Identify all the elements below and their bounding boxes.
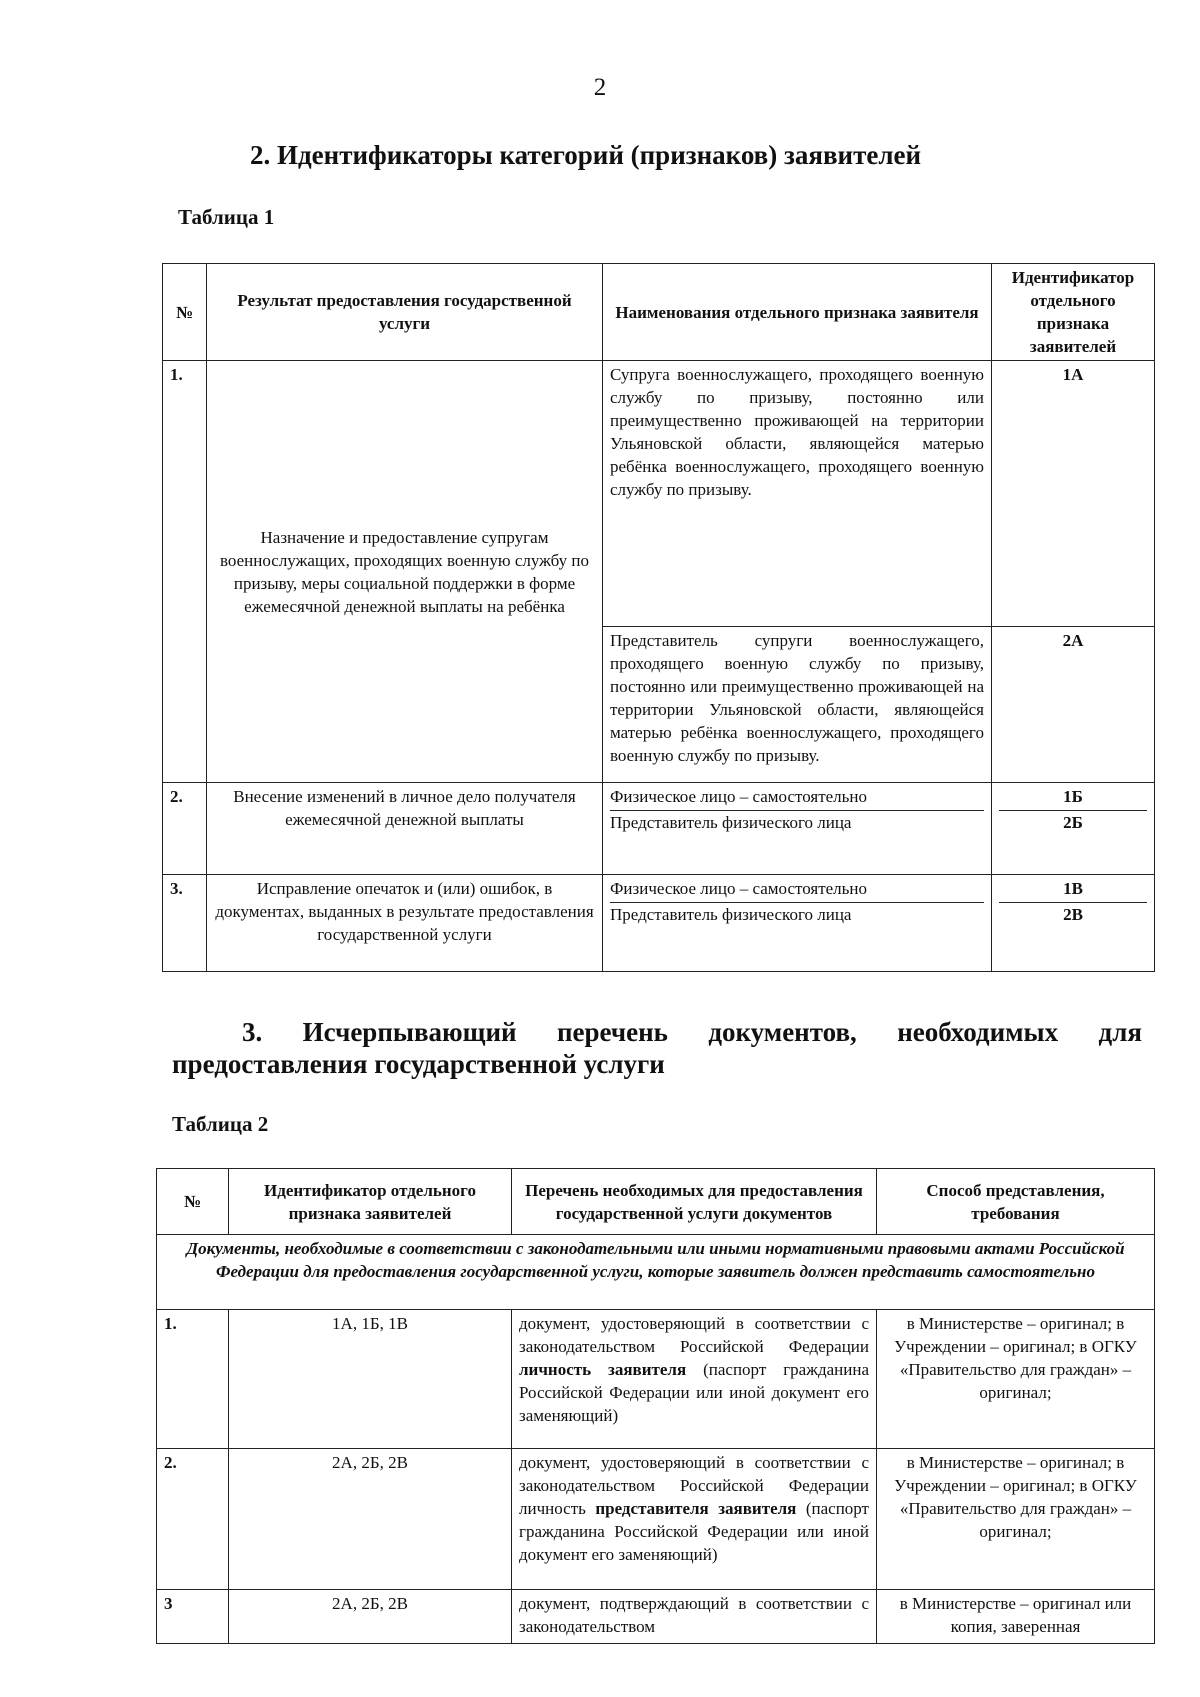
row-method: в Министерстве – оригинал; в Учреждении – оригинал; в ОГКУ «Правительство для граждан» – оригинал;: [877, 1310, 1155, 1449]
table-row: [157, 1310, 1155, 1449]
row-document: [512, 1310, 877, 1449]
section-3-number: 3.: [242, 1017, 263, 1047]
header-result: Результат предоставления государственной услуги: [207, 264, 603, 361]
table-header-row: [163, 264, 1155, 361]
header-method: Способ представления, требования: [877, 1169, 1155, 1235]
feature-id: 2В: [1063, 905, 1083, 924]
title-word: документов,: [708, 1017, 857, 1047]
group-title-row: [157, 1235, 1155, 1310]
document-text: документ, удостоверяющий в соответствии с законодательством Российской Федерации: [519, 1314, 869, 1356]
feature-names: [603, 875, 992, 972]
header-identifier: Идентификатор отдельного признака заявителей: [229, 1169, 512, 1235]
feature-name: Представитель физического лица: [610, 905, 852, 924]
table-row: [163, 361, 1155, 627]
document-text: (паспорт гражданина Российской Федерации или иной документ его заменяющий): [519, 1360, 869, 1425]
feature-id: 1В: [999, 877, 1147, 903]
header-num: №: [163, 264, 207, 361]
header-documents: Перечень необходимых для предоставления государственной услуги документов: [512, 1169, 877, 1235]
document-text: документ, подтверждающий в соответствии с законодательством: [519, 1594, 869, 1636]
row-number: 1.: [163, 361, 207, 783]
row-document: [512, 1449, 877, 1590]
documents-table: [156, 1168, 1155, 1644]
section-2-title: 2. Идентификаторы категорий (признаков) заявителей: [250, 140, 922, 170]
feature-name: Физическое лицо – самостоятельно: [610, 877, 984, 903]
header-feature-name: Наименования отдельного признака заявителя: [603, 264, 992, 361]
section-3-title: [172, 1016, 1142, 1080]
header-identifier: Идентификатор отдельного признака заявителей: [992, 264, 1155, 361]
row-number: 2.: [157, 1449, 229, 1590]
title-word: Исчерпывающий: [302, 1017, 517, 1047]
row-identifiers: 2А, 2Б, 2В: [229, 1449, 512, 1590]
table-2-caption: Таблица 2: [172, 1112, 269, 1136]
feature-name: Супруга военнослужащего, проходящего военную службу по призыву, постоянно или преимущественно проживающей на территории Ульяновской области, являющейся матерью ребёнка военнослужащего, проходящего военную службу по призыву.: [603, 361, 992, 627]
feature-id: 1А: [992, 361, 1155, 627]
table-1-caption: Таблица 1: [178, 205, 275, 229]
row-number: 3.: [163, 875, 207, 972]
row-number: 2.: [163, 783, 207, 875]
table-row: [157, 1590, 1155, 1644]
feature-names: [603, 783, 992, 875]
feature-ids: [992, 875, 1155, 972]
feature-name: Представитель супруги военнослужащего, проходящего военную службу по призыву, постоянно или преимущественно проживающей на территории Ульяновской области, являющейся матерью ребёнка военнослужащего, проходящего военную службу по призыву.: [603, 627, 992, 783]
row-identifiers: 2А, 2Б, 2В: [229, 1590, 512, 1644]
title-word: для: [1098, 1017, 1142, 1047]
identifiers-table: [162, 263, 1155, 972]
row-result: Внесение изменений в личное дело получателя ежемесячной денежной выплаты: [207, 783, 603, 875]
row-method: в Министерстве – оригинал; в Учреждении – оригинал; в ОГКУ «Правительство для граждан» – оригинал;: [877, 1449, 1155, 1590]
row-document: [512, 1590, 877, 1644]
row-method: в Министерстве – оригинал или копия, заверенная: [877, 1590, 1155, 1644]
row-number: 3: [157, 1590, 229, 1644]
table-row: [163, 783, 1155, 875]
row-result: Назначение и предоставление супругам военнослужащих, проходящих военную службу по призыву, меры социальной поддержки в форме ежемесячной денежной выплаты на ребёнка: [207, 361, 603, 783]
document-emphasis: представителя заявителя: [595, 1499, 797, 1518]
row-identifiers: 1А, 1Б, 1В: [229, 1310, 512, 1449]
section-3-title-line1: [172, 1016, 1142, 1048]
feature-ids: [992, 783, 1155, 875]
row-result: Исправление опечаток и (или) ошибок, в документах, выданных в результате предоставления государственной услуги: [207, 875, 603, 972]
document-text: документ, удостоверяющий в соответствии с законодательством Российской Федерации личность: [519, 1453, 869, 1518]
feature-name: Физическое лицо – самостоятельно: [610, 785, 984, 811]
feature-id: 2Б: [1063, 813, 1083, 832]
group-title: Документы, необходимые в соответствии с законодательными или иными нормативными правовыми актами Российской Федерации для предоставления государственной услуги, которые заявитель должен представить самостоятельно: [157, 1235, 1155, 1310]
table-header-row: [157, 1169, 1155, 1235]
feature-id: 2А: [992, 627, 1155, 783]
title-word: необходимых: [897, 1017, 1059, 1047]
document-text: (паспорт гражданина Российской Федерации или иной документ его заменяющий): [519, 1499, 869, 1564]
page-number: 2: [593, 74, 607, 101]
header-num: №: [157, 1169, 229, 1235]
feature-name: Представитель физического лица: [610, 813, 852, 832]
table-row: [157, 1449, 1155, 1590]
table-row: [163, 875, 1155, 972]
row-number: 1.: [157, 1310, 229, 1449]
document-emphasis: личность заявителя: [519, 1360, 687, 1379]
title-word: перечень: [557, 1017, 668, 1047]
feature-id: 1Б: [999, 785, 1147, 811]
section-3-title-line2: предоставления государственной услуги: [172, 1049, 665, 1079]
